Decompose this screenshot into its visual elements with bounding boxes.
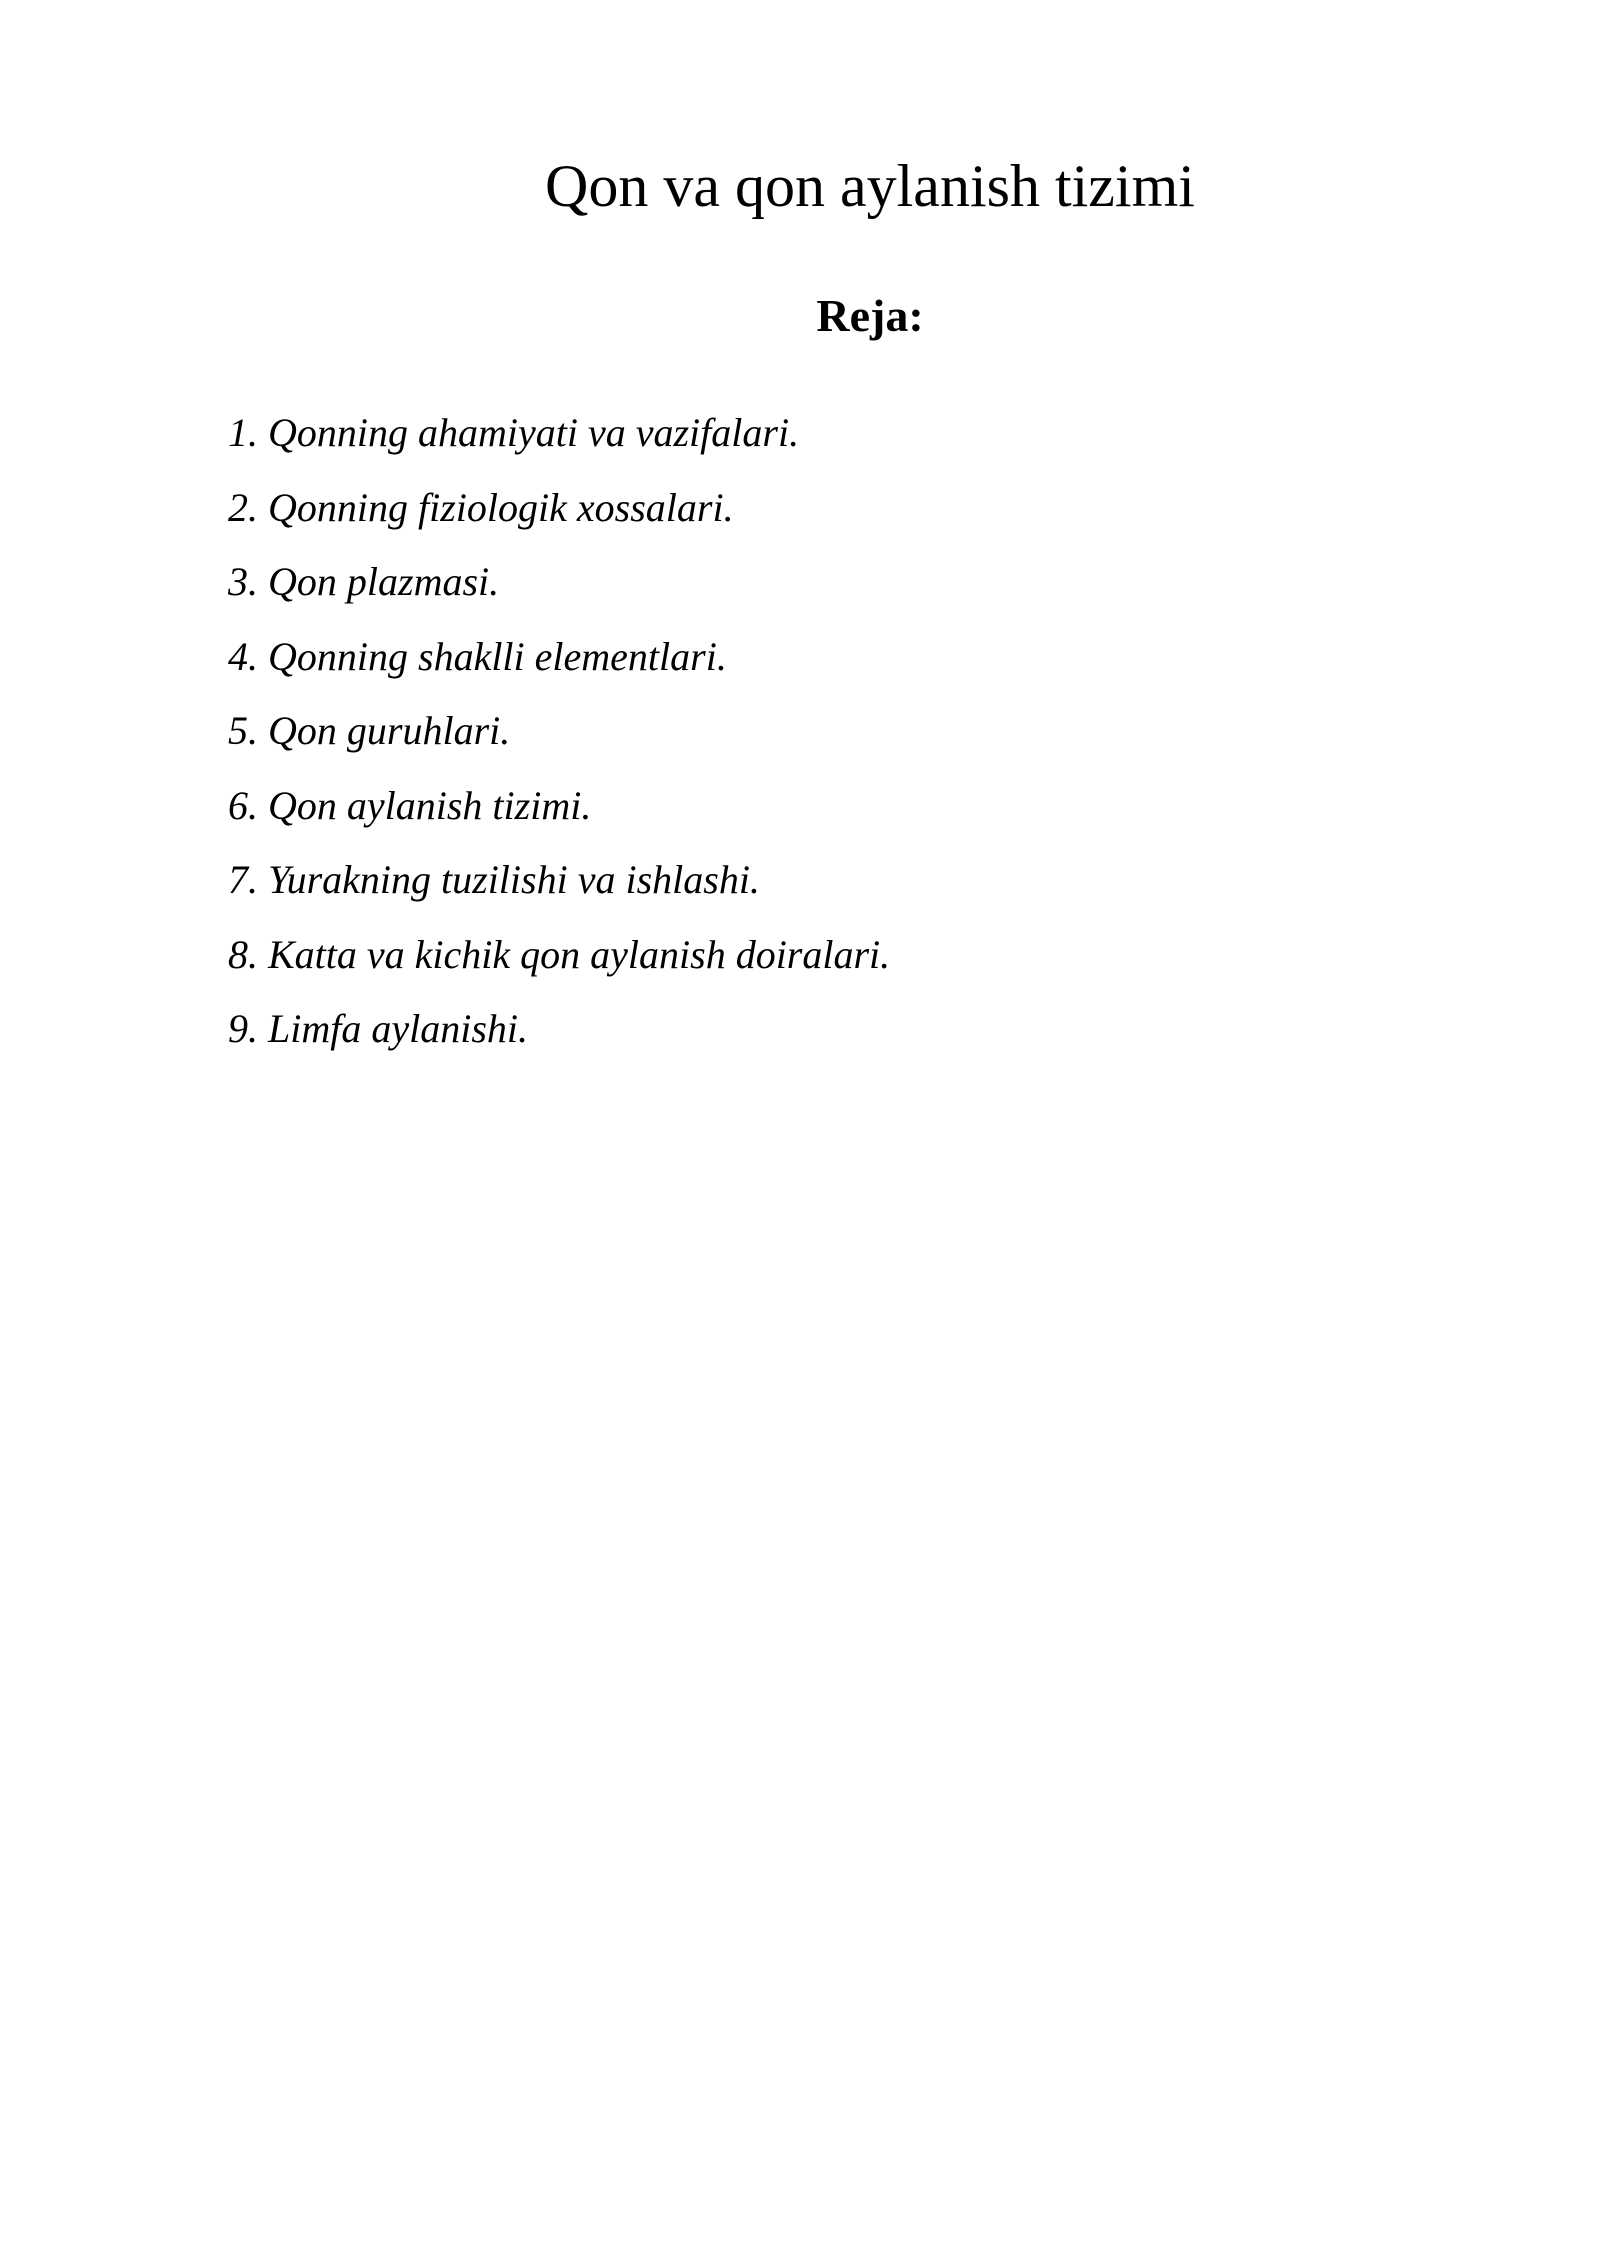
plan-item: 8. Katta va kichik qon aylanish doiralari. (228, 931, 891, 977)
plan-list (228, 396, 890, 1067)
plan-item: 2. Qonning fiziologik xossalari. (228, 484, 734, 530)
plan-item: 5. Qon guruhlari. (228, 708, 511, 753)
plan-item: 4. Qonning shaklli elementlari. (228, 633, 727, 679)
plan-heading: Reja: (816, 290, 924, 341)
plan-item: 3. Qon plazmasi. (228, 559, 500, 604)
plan-item: 1. Qonning ahamiyati va vazifalari. (228, 410, 800, 455)
plan-item: 6. Qon aylanish tizimi. (228, 782, 592, 828)
plan-item: 7. Yurakning tuzilishi va ishlashi. (228, 857, 760, 902)
document-title: Qon va qon aylanish tizimi (545, 153, 1195, 219)
plan-item: 9. Limfa aylanishi. (228, 1006, 529, 1051)
